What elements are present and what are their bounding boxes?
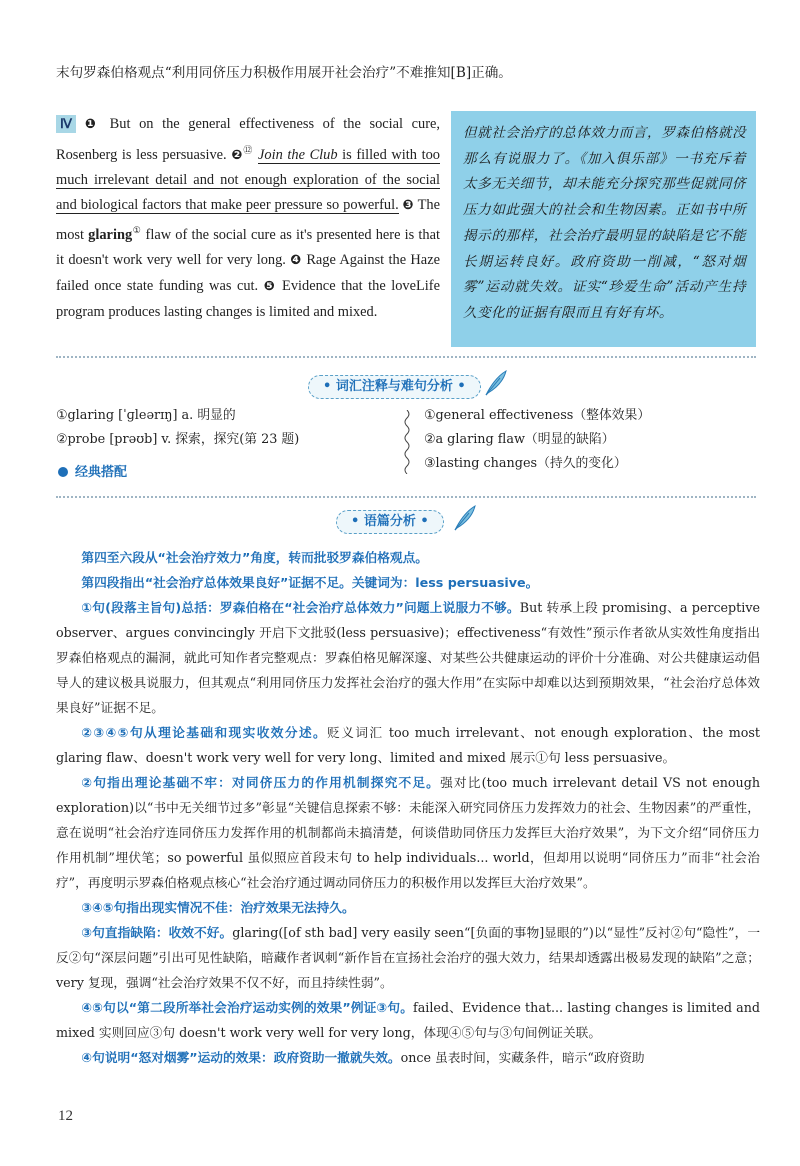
feather-pen-icon <box>451 504 477 532</box>
analysis-paragraph: ③④⑤句指出现实情况不佳：治疗效果无法持久。 <box>81 900 355 915</box>
feather-pen-icon <box>482 369 508 397</box>
footnote-mark: ⑫ <box>243 144 254 155</box>
vocab-note: ②probe [prəʊb] v. 探索，探究(第 23 题) <box>56 432 300 447</box>
sentence-1: But on the general effectiveness of the social cure, Rosenberg is less persuasive. <box>56 116 441 163</box>
sentence-3: The most glaring① flaw of the social cure as it's presented here is that it doesn't work very well for very long. <box>56 196 440 269</box>
sentence-2: Join the Club is filled with too much irrelevant detail and not enough exploration of the social and biological factors that make peer pressure so powerful. <box>56 146 440 213</box>
translation-box: 但就社会治疗的总体效力而言，罗森伯格就没那么有说服力了。《加入俱乐部》一书充斥着太多无关细节，却未能充分探究那些促就同侪压力如此强大的社会和生物因素。正如书中所揭示的那样，社会治疗最明显的缺陷是它不能长期运转良好。政府资助一削减，“怒对烟雾”运动就失效。证实“珍爱生命”活动产生持久变化的证据有限而且有好有坏。 <box>451 111 756 347</box>
collocation-item: ③lasting changes（持久的变化） <box>424 456 627 471</box>
english-passage <box>56 112 440 324</box>
sentence-number: ❹ <box>290 253 302 269</box>
analysis-paragraph: ④⑤句以“第二段所举社会治疗运动实例的效果”例证③句。failed、Evidence that... lasting changes is limited and mixed 实则回应③句 doesn't work very well for very long，体现④⑤句与③句间例证关联。 <box>56 1000 761 1040</box>
discourse-analysis <box>56 545 760 1070</box>
collocation-list <box>424 404 754 476</box>
discourse-section-title: • 语篇分析 • <box>336 510 444 534</box>
analysis-paragraph: ②句指出理论基础不牢：对同侪压力的作用机制探究不足。强对比(too much irrelevant detail VS not enough exploration)以“书中无关细节过多”彰显“关键信息探索不够：未能深入研究同侪压力发挥效力的社会、生物因素”的严重性，意在说明“社会治疗连同侪压力发挥作用的机制都尚未搞清楚，何谈借助同侪压力发挥巨大治疗效果”，为下文介绍“同侪压力作用机制”埋伏笔；so powerful 虽似照应首段末句 to help individuals... world，但却用以说明“同侪压力”而非“社会治疗”，再度明示罗森伯格观点核心“社会治疗通过调动同侪压力的积极作用以发挥巨大治疗效果”。 <box>56 775 760 890</box>
top-line: 末句罗森伯格观点“利用同侪压力积极作用展开社会治疗”不难推知[B]正确。 <box>56 65 512 81</box>
page-number: 12 <box>58 1108 73 1124</box>
sentence-4: Rage Against the Haze failed once state funding was cut. <box>56 252 440 294</box>
paragraph-marker: Ⅳ <box>56 115 76 133</box>
dotted-divider <box>56 356 756 358</box>
vocab-notes <box>56 404 396 452</box>
sentence-number: ❸ <box>402 197 414 213</box>
vocab-word: glaring <box>88 227 133 244</box>
vocab-note: ①glaring [ˈɡleərɪŋ] a. 明显的 <box>56 408 236 423</box>
dotted-divider <box>56 496 756 498</box>
classic-collocations-label: 经典搭配 <box>58 461 127 480</box>
analysis-heading: 第四段指出“社会治疗总体效果良好”证据不足。关键词为：less persuasive。 <box>81 575 539 590</box>
sentence-number: ❺ <box>263 278 277 294</box>
vocab-section-title: • 词汇注释与难句分析 • <box>308 375 481 399</box>
analysis-paragraph: ②③④⑤句从理论基础和现实收效分述。贬义词汇 too much irrelevant、not enough exploration、the most glaring flaw、doesn't work very well for very long、limited and mixed 展示①句 less persuasive。 <box>56 725 760 765</box>
collocation-item: ①general effectiveness（整体效果） <box>424 408 651 423</box>
sentence-5: Evidence that the loveLife program produces lasting changes is limited and mixed. <box>56 277 440 320</box>
sentence-number: ❶ <box>80 117 102 132</box>
collocation-item: ②a glaring flaw（明显的缺陷） <box>424 432 615 447</box>
analysis-paragraph: ④句说明“怒对烟雾”运动的效果：政府资助一撤就失效。once 虽表时间，实藏条件，暗示“政府资助 <box>81 1050 645 1065</box>
bullet-icon <box>58 467 68 477</box>
book-title: Join the Club <box>257 146 338 163</box>
sentence-number: ❷ <box>231 147 244 163</box>
squiggle-divider <box>402 410 412 474</box>
analysis-heading: 第四至六段从“社会治疗效力”角度，转而批驳罗森伯格观点。 <box>81 550 428 565</box>
analysis-paragraph: ①句(段落主旨句)总括：罗森伯格在“社会治疗总体效力”问题上说服力不够。But 转承上段 promising、a perceptive observer、argues convincingly 开启下文批驳(less persuasive)；effectiveness“有效性”预示作者欲从实效性角度指出罗森伯格观点的漏洞，就此可知作者完整观点：罗森伯格见解深邃、对某些公共健康运动的评价十分准确、对公共健康运动倡导人的建议极具说服力，但其观点“利用同侪压力发挥社会治疗的强大作用”在实际中却难以达到预期效果，“社会治疗总体效果良好”证据不足。 <box>56 600 761 715</box>
analysis-paragraph: ③句直指缺陷：收效不好。glaring([of sth bad] very easily seen“[负面的事物]显眼的”)以“显性”反衬②句“隐性”，一反②句“深层问题”引出可见性缺陷，暗藏作者讽刺“新作旨在宣扬社会治疗的强大效力，结果却透露出极易发现的缺陷”之意；very 复现，强调“社会治疗效果不仅不好，而且持续性弱”。 <box>56 925 761 990</box>
